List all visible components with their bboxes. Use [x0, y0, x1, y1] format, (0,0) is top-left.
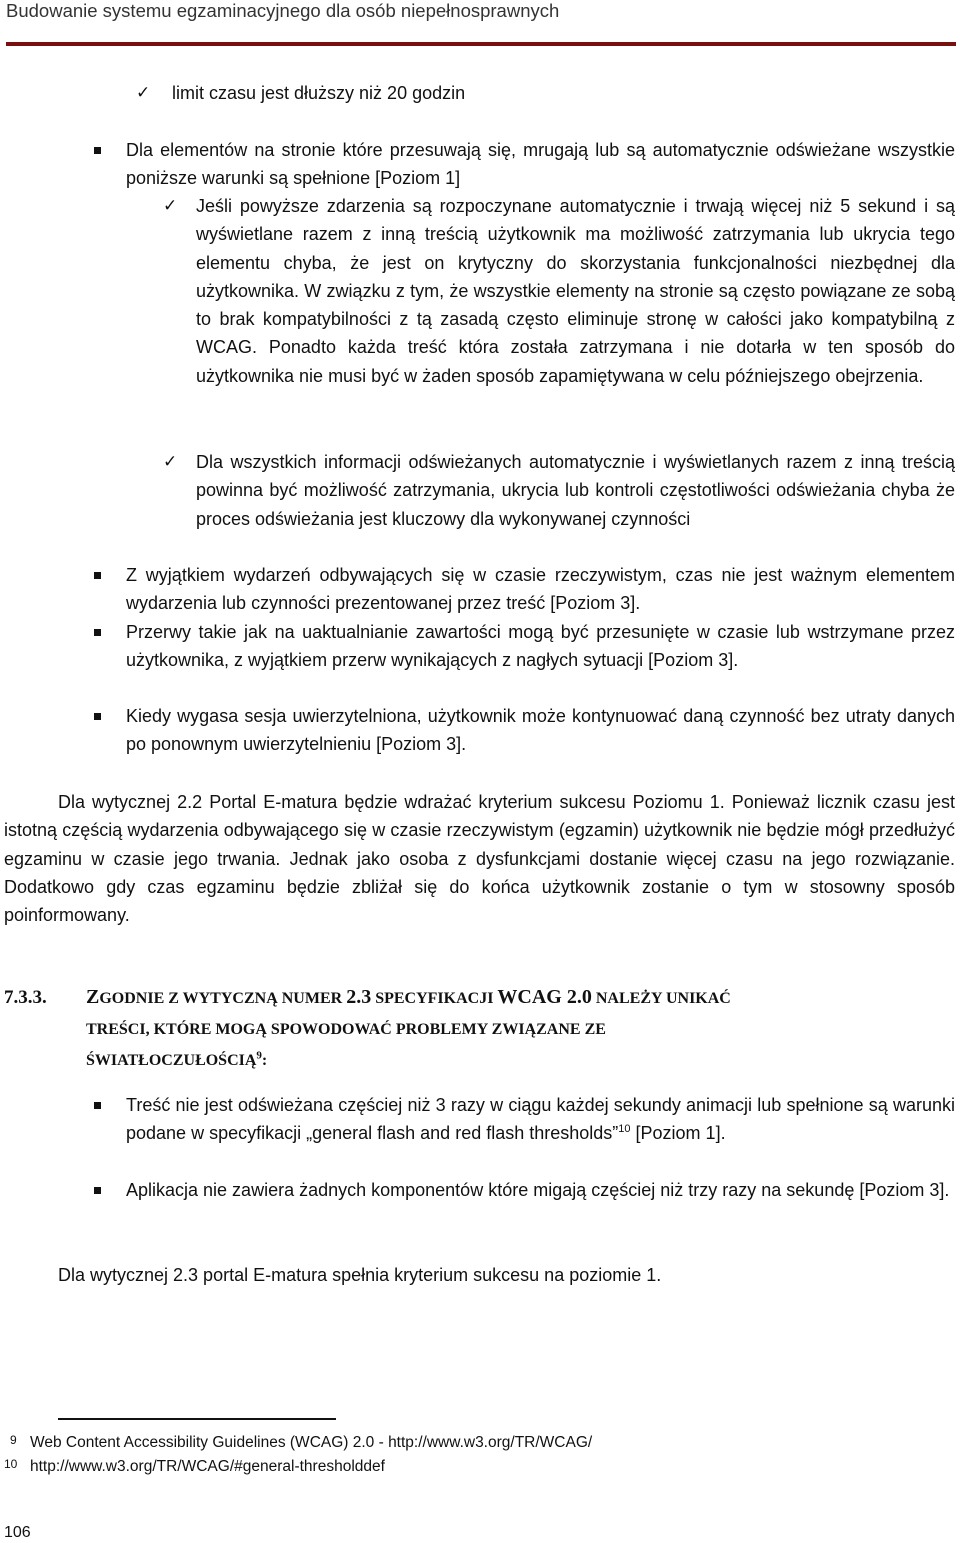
square-bullet-icon	[94, 629, 101, 636]
header-title: Budowanie systemu egzaminacyjnego dla osób niepełnosprawnych	[6, 0, 560, 21]
square-bullet-icon	[94, 572, 101, 579]
checkmark-icon: ✓	[163, 452, 178, 472]
section-heading-line-3: ŚWIATŁOCZUŁOŚCIĄ$^9$:	[86, 1049, 268, 1069]
footnote-ref: 9	[256, 1049, 262, 1062]
square-bullet-icon	[94, 713, 101, 720]
check-item: Jeśli powyższe zdarzenia są rozpoczynane automatycznie i trwają więcej niż 5 sekund i są wyświetlane razem z inną treścią użytkownik ma możliwość zatrzymania lub ukrycia tego elementu chyba, że jest on krytyczny do skorzystania funkcjonalności niezbędnej dla użytkownika. W związku z tym, że wszystkie elementy na stronie są często powiązane ze sobą to brak kompatybilności z tą zasadą często eliminuje stronę w całości jako kompatybilną z WCAG. Ponadto każda treść która została zatrzymana i nie dotarła w ten sposób do użytkownika nie musi być w żaden sposób zapamiętywana w celu późniejszego obejrzenia.	[196, 196, 955, 386]
footnote-divider	[58, 1418, 336, 1420]
footnote-text: Web Content Accessibility Guidelines (WCAG) 2.0 - http://www.w3.org/TR/WCAG/	[30, 1434, 593, 1451]
section-heading-line-1: ZGODNIE Z WYTYCZNĄ NUMER 2.3 SPECYFIKACJI WCAG 2.0 NALEŻY UNIKAĆ	[86, 986, 731, 1008]
bullet-item: Dla elementów na stronie które przesuwają się, mrugają lub są automatycznie odświeżane wszystkie poniższe warunki są spełnione [Poziom 1]	[126, 140, 955, 189]
section-number: 7.3.3.	[4, 987, 47, 1008]
square-bullet-icon	[94, 1187, 101, 1194]
check-item-time: limit czasu jest dłuższy niż 20 godzin	[172, 83, 466, 103]
check-item: Dla wszystkich informacji odświeżanych automatycznie i wyświetlanych razem z inną treścią powinna być możliwość zatrzymania, ukrycia lub kontroli częstotliwości odświeżania chyba że proces odświeżania jest kluczowy dla wykonywanej czynności	[196, 452, 955, 529]
section-heading	[86, 982, 956, 1076]
square-bullet-icon	[94, 1102, 101, 1109]
footnote-number: 9	[10, 1433, 17, 1447]
paragraph-guideline-2-2: Dla wytycznej 2.2 Portal E-matura będzie wdrażać kryterium sukcesu Poziomu 1. Ponieważ licznik czasu jest istotną częścią wydarzenia odbywającego się w czasie rzeczywistym (egzamin) użytkownik nie będzie mógł przedłużyć egzaminu w czasie jego trwania. Jednak jako osoba z dysfunkcjami dostanie więcej czasu na jego rozwiązanie. Dodatkowo gdy czas egzaminu będzie zbliżał się do końca użytkownik zostanie o tym w stosowny sposób poinformowany.	[4, 792, 955, 926]
paragraph-guideline-2-3: Dla wytycznej 2.3 portal E-matura spełnia kryterium sukcesu na poziomie 1.	[58, 1265, 662, 1285]
page-header	[6, 0, 956, 46]
checkmark-icon: ✓	[163, 196, 178, 216]
section-heading-line-2: TREŚCI, KTÓRE MOGĄ SPOWODOWAĆ PROBLEMY ZWIĄZANE ZE	[86, 1021, 606, 1038]
bullet-item: Przerwy takie jak na uaktualnianie zawartości mogą być przesunięte w czasie lub wstrzymane przez użytkownika, z wyjątkiem przerw wynikających z nagłych sytuacji [Poziom 3].	[126, 622, 955, 671]
bullet-item: Kiedy wygasa sesja uwierzytelniona, użytkownik może kontynuować daną czynność bez utraty danych po ponownym uwierzytelnieniu [Poziom 3].	[126, 706, 955, 755]
footnote-number: 10	[4, 1457, 18, 1471]
footnote-ref: 10	[618, 1123, 631, 1136]
bullet-item: Z wyjątkiem wydarzeń odbywających się w czasie rzeczywistym, czas nie jest ważnym elementem wydarzenia lub czynności prezentowanej przez treść [Poziom 3].	[126, 565, 955, 614]
square-bullet-icon	[94, 147, 101, 154]
bullet-item: Treść nie jest odświeżana częściej niż 3 razy w ciągu każdej sekundy animacji lub spełnione są warunki podane w specyfikacji „general flash and red flash thresholds”$^{10}$ [Poziom 1].	[126, 1095, 955, 1144]
footnote-text: http://www.w3.org/TR/WCAG/#general-thresholddef	[30, 1458, 385, 1475]
page-number: 106	[4, 1524, 31, 1541]
bullet-item: Aplikacja nie zawiera żadnych komponentów które migają częściej niż trzy razy na sekundę [Poziom 3].	[126, 1180, 950, 1200]
checkmark-icon: ✓	[136, 83, 151, 103]
